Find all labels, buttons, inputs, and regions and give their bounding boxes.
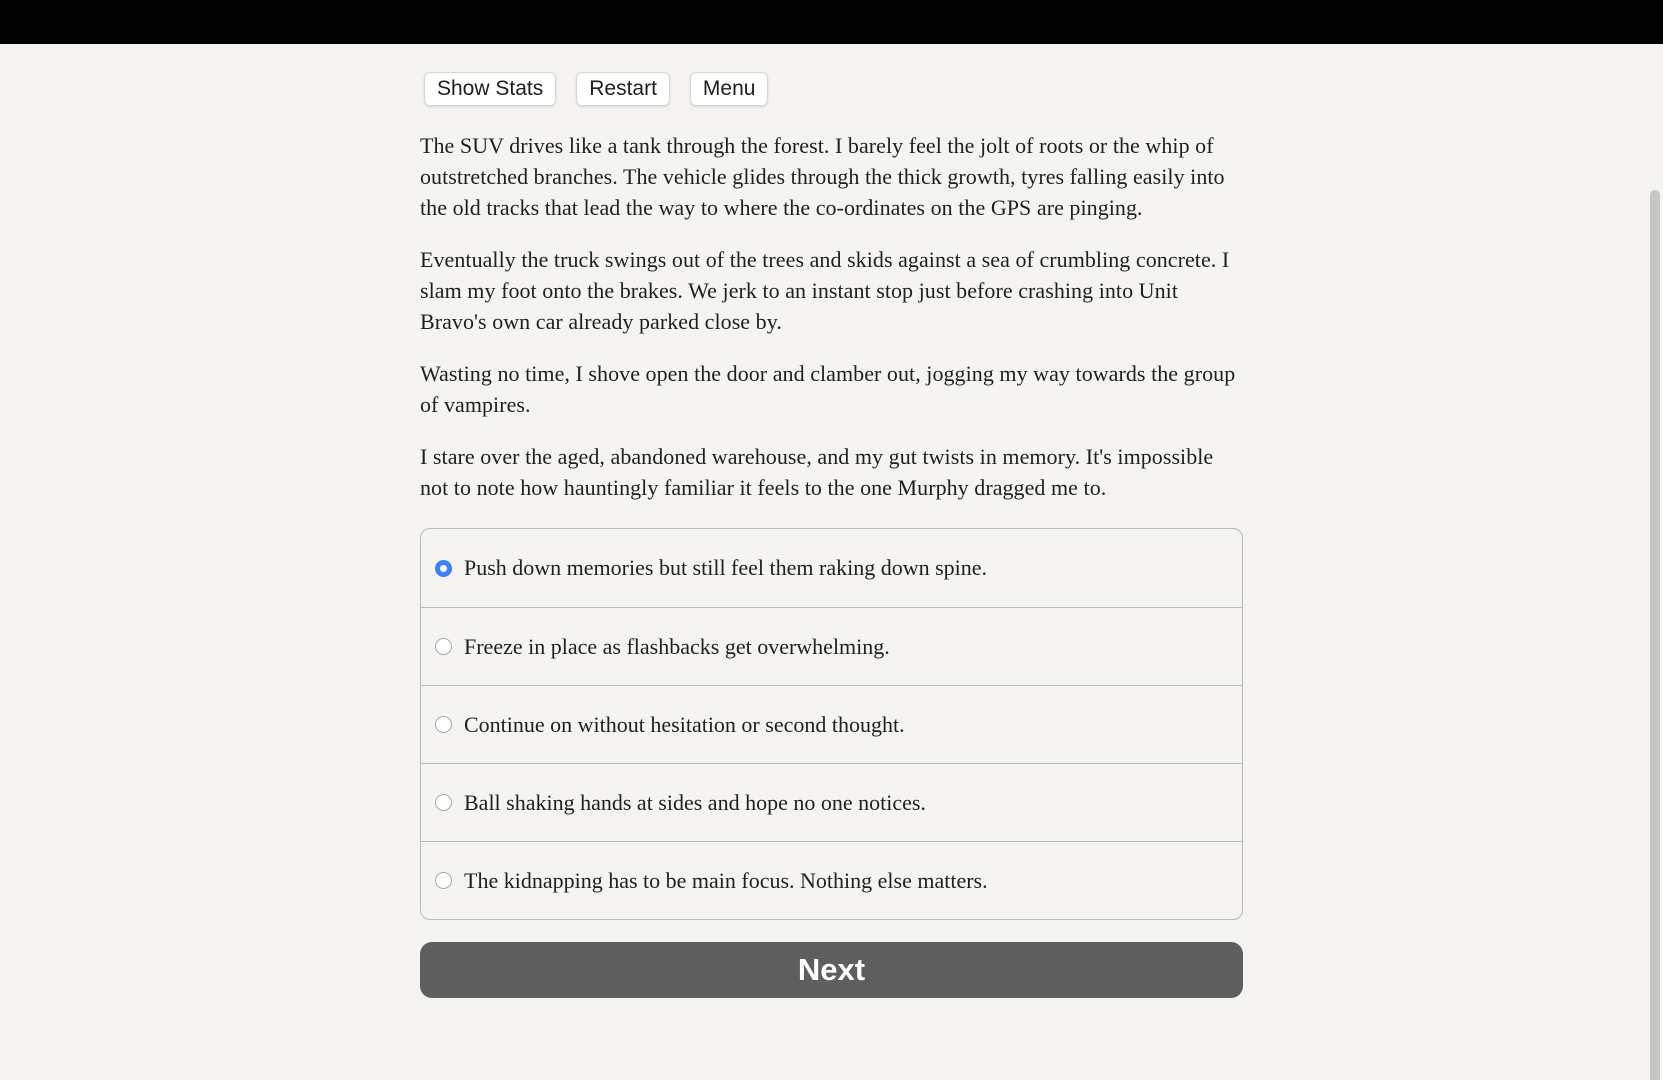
story-paragraph: I stare over the aged, abandoned warehouse, and my gut twists in memory. It's impossible not to note how hauntingly familiar it feels to the one Murphy dragged me to. <box>420 444 1214 500</box>
choice-option[interactable] <box>421 841 1242 919</box>
story-paragraph: Wasting no time, I shove open the door and clamber out, jogging my way towards the group of vampires. <box>420 361 1236 417</box>
choice-option[interactable] <box>421 763 1242 841</box>
story-paragraph: Eventually the truck swings out of the trees and skids against a sea of crumbling concrete. I slam my foot onto the brakes. We jerk to an instant stop just before crashing into Unit Bravo's own car already parked close by. <box>420 247 1230 334</box>
scrollbar[interactable] <box>1647 44 1663 1080</box>
show-stats-button[interactable]: Show Stats <box>424 72 556 106</box>
restart-button[interactable]: Restart <box>576 72 670 106</box>
main-content <box>420 72 1243 998</box>
choice-label: Push down memories but still feel them raking down spine. <box>464 555 988 580</box>
choice-list <box>420 528 1243 920</box>
toolbar <box>424 72 1243 108</box>
choice-label: Continue on without hesitation or second thought. <box>464 711 905 737</box>
scrollbar-thumb[interactable] <box>1650 190 1660 1080</box>
choice-label: Ball shaking hands at sides and hope no one notices. <box>464 789 926 815</box>
choice-label: Freeze in place as flashbacks get overwhelming. <box>464 633 890 659</box>
top-bar <box>0 0 1663 44</box>
story-text <box>420 130 1243 503</box>
choice-label: The kidnapping has to be main focus. Nothing else matters. <box>464 867 988 893</box>
menu-button[interactable]: Menu <box>690 72 769 106</box>
choice-option[interactable] <box>421 529 1242 607</box>
story-paragraph: The SUV drives like a tank through the forest. I barely feel the jolt of roots or the whip of outstretched branches. The vehicle glides through the thick growth, tyres falling easily into the old tracks that lead the way to where the co-ordinates on the GPS are pinging. <box>420 133 1225 220</box>
radio-button[interactable] <box>435 638 452 655</box>
radio-button[interactable] <box>435 560 452 577</box>
next-button[interactable]: Next <box>420 942 1243 998</box>
choice-option[interactable] <box>421 607 1242 685</box>
choice-option[interactable] <box>421 685 1242 763</box>
radio-button[interactable] <box>435 716 452 733</box>
radio-button[interactable] <box>435 872 452 889</box>
radio-button[interactable] <box>435 794 452 811</box>
